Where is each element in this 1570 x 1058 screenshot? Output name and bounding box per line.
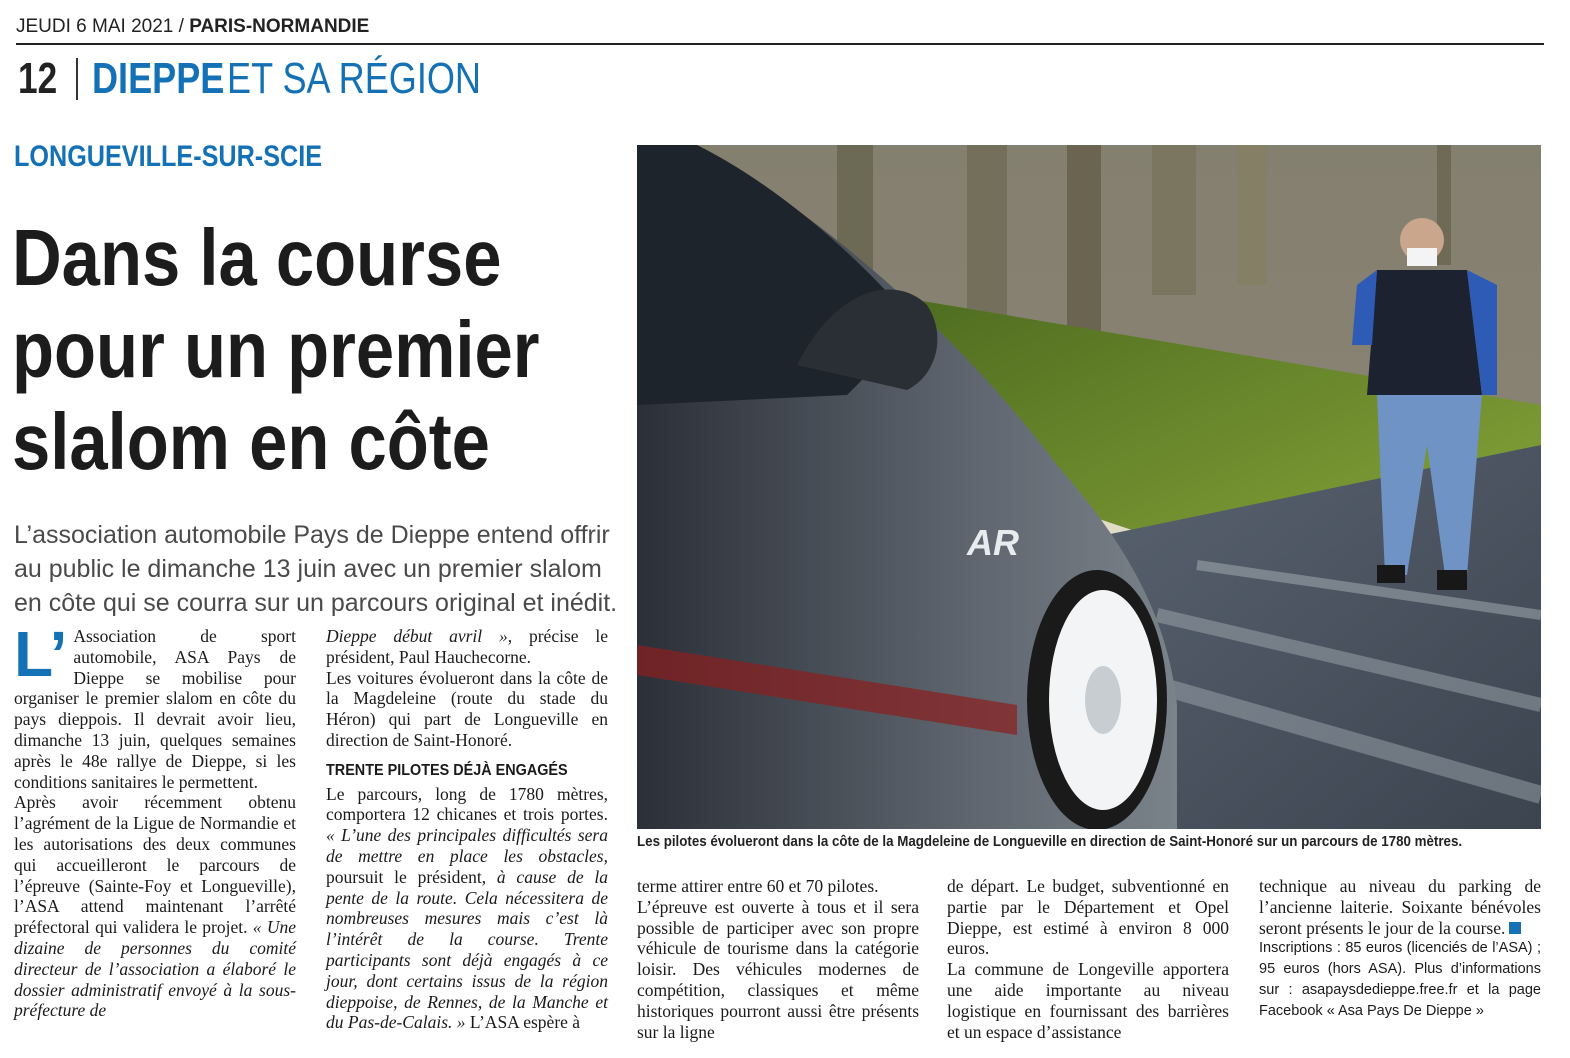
headline-line: pour un premier xyxy=(12,305,540,394)
masthead-separator: / xyxy=(178,16,184,37)
article-lede: L’association automobile Pays de Dieppe entend offrir au public le dimanche 13 juin avec un premier slalom en côte qui se courra sur un parcours original et inédit. xyxy=(14,521,618,617)
text-column-1 xyxy=(14,618,296,1021)
paragraph-text: Association de sport automobile, ASA Pays de Dieppe se mobilise pour organiser le premier slalom en côte du pays dieppois. Il devrait avoir lieu, dimanche 13 juin, quelques semaines après le 48e rallye de Dieppe, si les conditions sanitaires le permettent. xyxy=(14,626,296,792)
photo-illustration xyxy=(637,145,1541,829)
article-subhead: TRENTE PILOTES DÉJÀ ENGAGÉS xyxy=(326,761,568,779)
paragraph: terme attirer entre 60 et 70 pilotes. xyxy=(637,876,879,896)
paragraph xyxy=(326,784,608,1034)
section-title-rest: ET SA RÉGION xyxy=(227,54,482,103)
paragraph-text: L’ASA espère à xyxy=(465,1012,581,1033)
paragraph: Les voitures évolueront dans la côte de la Magdeleine (route du stade du Héron) qui part de Longueville en direction de Saint-Honoré. xyxy=(326,667,608,750)
paragraph-text: , poursuit le président, xyxy=(326,845,608,887)
article-kicker: LONGUEVILLE-SUR-SCIE xyxy=(14,140,323,173)
paragraph-text: Après avoir récemment obtenu l’agrément de la Ligue de Normandie et les autorisations des deux communes qui accueilleront le parcours de l’épreuve (Sainte-Foy et Longueville), l’ASA attend maintenant l’arrêté préfectoral qui validera le projet. xyxy=(14,792,296,938)
paragraph xyxy=(14,792,296,1021)
paragraph: La commune de Longeville apportera une aide importante au niveau logistique en fournissant des barrières et un espace d’assistance xyxy=(947,959,1229,1042)
paragraph-text: technique au niveau du parking de l’ancienne laiterie. Soixante bénévoles seront présents le jour de la course. xyxy=(1259,876,1541,938)
paragraph xyxy=(14,618,296,792)
text-column-2 xyxy=(326,626,608,1033)
section-header xyxy=(18,52,537,106)
paragraph xyxy=(1259,876,1541,938)
quote-text: Dieppe début avril » xyxy=(326,626,508,646)
paragraph: de départ. Le budget, subventionné en partie par le Département et Opel Dieppe, est estimé à environ 8 000 euros. xyxy=(947,876,1229,959)
drop-cap: L’ xyxy=(14,618,68,690)
masthead xyxy=(16,16,369,38)
headline-line: slalom en côte xyxy=(12,397,490,486)
text-column-4 xyxy=(947,876,1229,1042)
section-title-bold: DIEPPE xyxy=(92,54,225,103)
registration-info: Inscriptions : 85 euros (licenciés de l’ASA) ; 95 euros (hors ASA). Plus d’informations sur : asapaysdedieppe.free.fr et la page Facebook « Asa Pays De Dieppe » xyxy=(1259,940,1541,1020)
text-column-3 xyxy=(637,876,919,1042)
quote-text: à cause de la pente de la route. Cela nécessitera de nombreuses mesures mais c’est là l’intérêt de la course. Trente participants sont déjà engagés à ce jour, dont certains issus de la région dieppoise, de Rennes, de la Manche et du Pas-de-Calais. » xyxy=(326,866,608,1033)
newspaper-name: PARIS-NORMANDIE xyxy=(189,16,370,37)
photo-caption: Les pilotes évolueront dans la côte de la Magdeleine de Longueville en direction de Saint-Honoré sur un parcours de 1780 mètres. xyxy=(637,834,1463,850)
quote-text: « Une dizaine de personnes du comité directeur de l’association a élaboré le dossier administratif envoyé à la sous-préfecture de xyxy=(14,917,296,1021)
end-mark-icon xyxy=(1509,922,1521,934)
text-column-5 xyxy=(1259,876,1541,1022)
page-number: 12 xyxy=(18,54,58,103)
article-photo xyxy=(637,145,1541,829)
quote-text: « L’une des principales difficultés sera de mettre en place les obstacles xyxy=(326,825,608,866)
header-rule xyxy=(16,43,1544,45)
paragraph xyxy=(326,626,608,668)
section-divider xyxy=(76,58,78,100)
headline-line: Dans la course xyxy=(12,213,502,302)
paragraph-text: , précise le président, Paul Hauchecorne. xyxy=(326,626,608,667)
paragraph: L’épreuve est ouverte à tous et il sera possible de participer avec son propre véhicule de tourisme dans la catégorie loisir. Des véhicules modernes de compétition, classiques et même historiques pourront aussi être présents sur la ligne xyxy=(637,896,919,1042)
car-badge: AR xyxy=(967,522,1019,563)
issue-date: JEUDI 6 MAI 2021 xyxy=(16,16,174,37)
article-headline xyxy=(12,212,545,488)
paragraph-text: Le parcours, long de 1780 mètres, comportera 12 chicanes et trois portes. xyxy=(326,783,608,825)
